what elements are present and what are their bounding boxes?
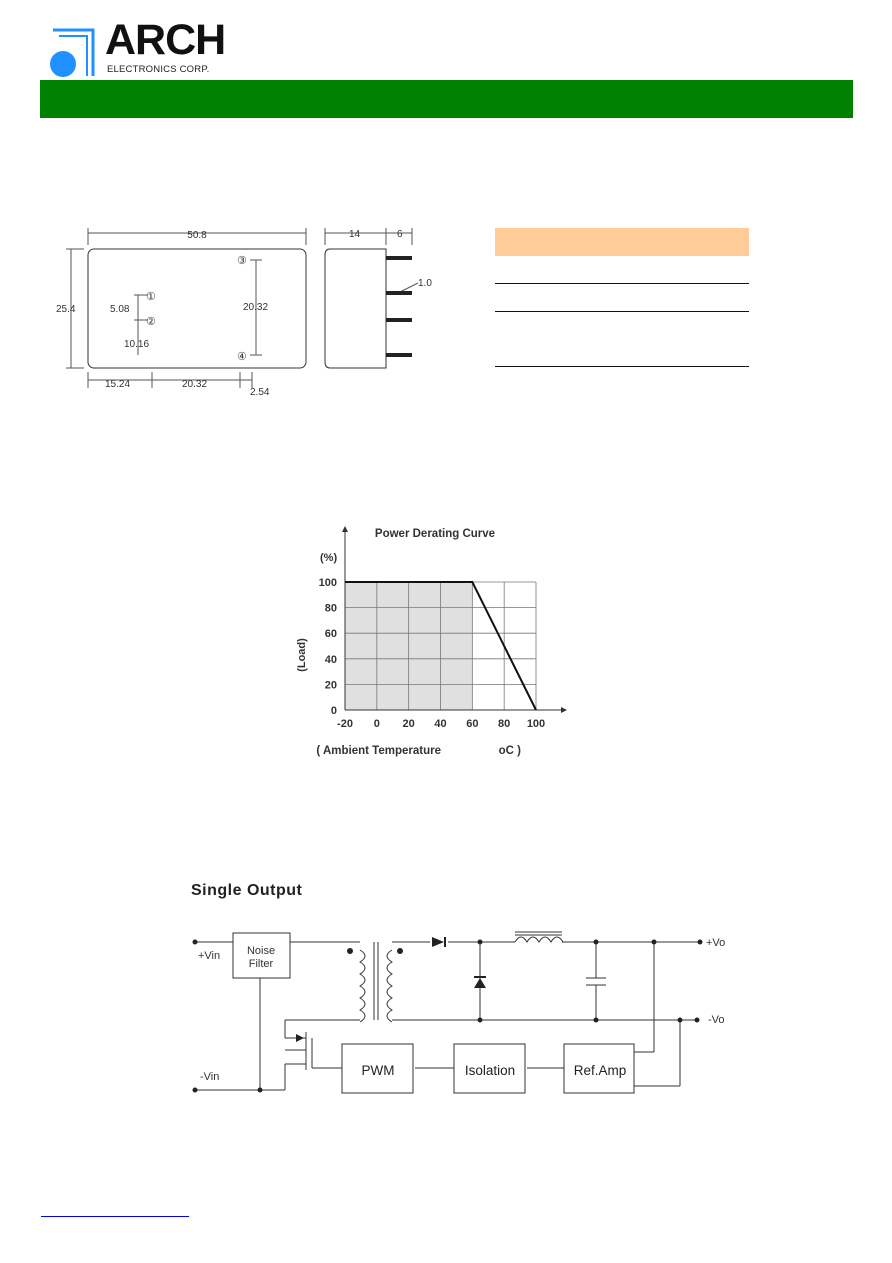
y-tick-label: 0 xyxy=(330,705,337,717)
company-name: ARCH xyxy=(105,16,226,64)
y-tick-label: 20 xyxy=(324,679,337,692)
vo-neg-label: -Vo xyxy=(708,1014,725,1026)
chart-y-unit: (%) xyxy=(320,552,338,564)
pin-label-3: ③ xyxy=(237,255,247,267)
dim-width: 50.8 xyxy=(187,230,207,241)
vo-pos-label: +Vo xyxy=(706,937,726,949)
chart-x-unit: oC ) xyxy=(498,745,521,757)
polarity-dot xyxy=(397,948,403,954)
y-tick-label: 40 xyxy=(324,653,337,666)
dim-pin-spacing: 5.08 xyxy=(110,304,130,315)
chart-x-label: ( Ambient Temperature xyxy=(316,745,441,757)
ref-amp-label: Ref.Amp xyxy=(573,1063,627,1078)
y-tick-label: 60 xyxy=(324,628,337,641)
table-rule xyxy=(495,366,749,367)
dim-pin-diameter: 1.0 xyxy=(418,278,432,289)
x-tick-label: 60 xyxy=(466,718,479,730)
x-axis-arrow xyxy=(561,707,567,713)
chart-y-label: (Load) xyxy=(296,638,308,672)
table-rule xyxy=(495,283,749,284)
dim-pin2-offset: 10.16 xyxy=(124,339,150,350)
table-rule xyxy=(495,311,749,312)
pin-table-header xyxy=(495,228,749,256)
x-tick-label: -20 xyxy=(337,718,353,730)
vin-neg-label: -Vin xyxy=(200,1071,220,1083)
dim-pin-length: 6 xyxy=(397,229,403,240)
vin-pos-label: +Vin xyxy=(198,950,221,962)
y-tick-label: 100 xyxy=(318,577,337,589)
dim-pin-spacing-34: 20.32 xyxy=(243,302,269,313)
x-tick-label: 80 xyxy=(498,718,511,730)
pin-label-1: ① xyxy=(146,291,156,303)
module-side-view xyxy=(325,249,386,368)
mechanical-drawing xyxy=(0,0,892,420)
x-tick-label: 100 xyxy=(526,718,546,730)
isolation-label: Isolation xyxy=(464,1063,516,1078)
diode-icon xyxy=(432,937,444,947)
company-subtitle: ELECTRONICS CORP. xyxy=(107,64,210,75)
x-tick-label: 40 xyxy=(434,718,447,730)
diagram-title: Single Output xyxy=(191,882,303,899)
dim-bottom-spacing: 20.32 xyxy=(182,379,208,390)
dim-depth: 14 xyxy=(349,229,361,240)
chart-title: Power Derating Curve xyxy=(374,528,496,540)
diode-icon xyxy=(474,978,486,988)
pin-label-4: ④ xyxy=(237,351,247,363)
y-axis-arrow xyxy=(342,526,348,532)
y-tick-label: 80 xyxy=(324,602,337,615)
pin-label-2: ② xyxy=(146,316,156,328)
dim-height: 25.4 xyxy=(56,304,76,315)
noise-filter-line1: Noise xyxy=(246,945,276,957)
block-diagram xyxy=(170,870,770,1110)
x-tick-label: 0 xyxy=(373,718,380,730)
polarity-dot xyxy=(347,948,353,954)
pwm-label: PWM xyxy=(361,1063,395,1078)
derating-chart xyxy=(290,520,580,765)
dim-right-offset: 2.54 xyxy=(250,387,270,398)
footer-link[interactable] xyxy=(41,1216,189,1217)
x-tick-label: 20 xyxy=(402,718,415,730)
dim-left-offset: 15.24 xyxy=(105,379,131,390)
noise-filter-line2: Filter xyxy=(248,958,274,970)
pin-table xyxy=(495,228,749,368)
